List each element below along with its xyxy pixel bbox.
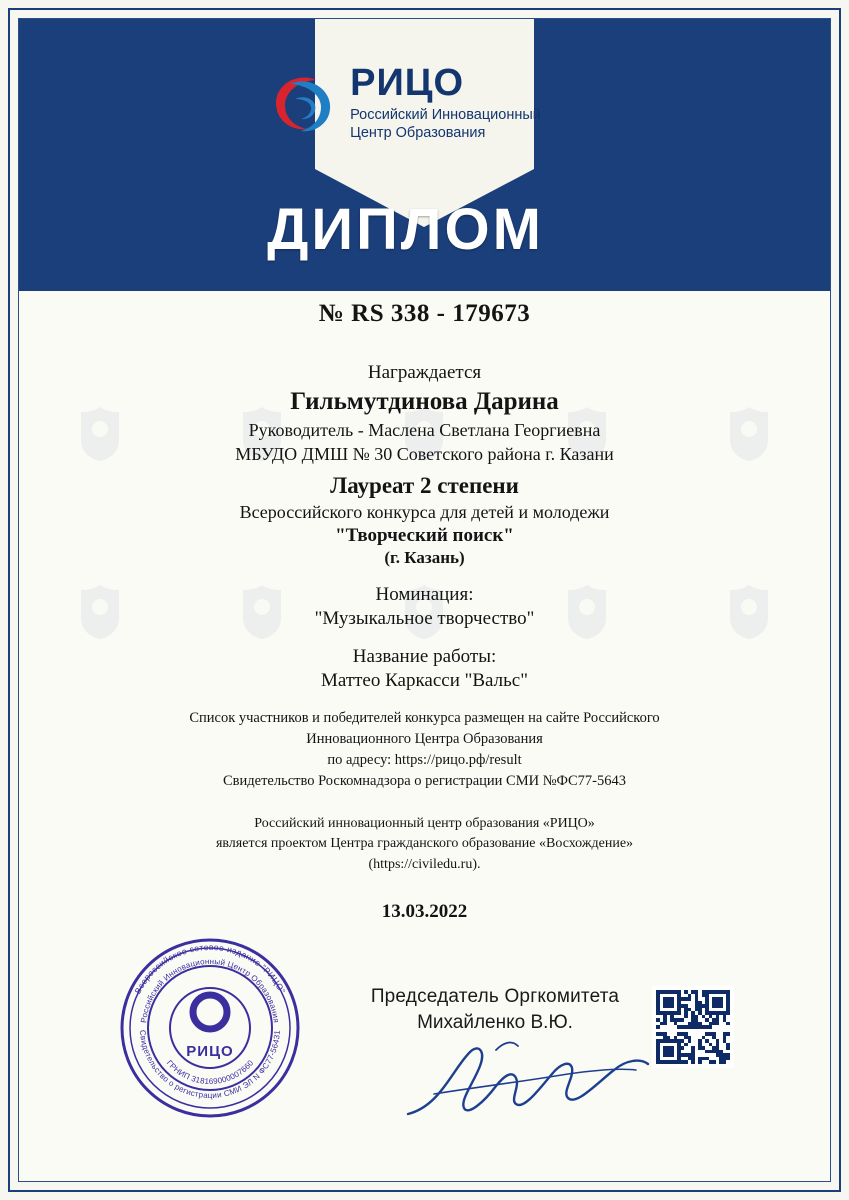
certificate-body (19, 300, 830, 923)
svg-text:ГРНИП 318169000007660: ГРНИП 318169000007660 (164, 1058, 256, 1087)
diploma-heading: ДИПЛОМ (267, 197, 544, 262)
contest-city: (г. Казань) (384, 548, 465, 567)
brand-title: РИЦО (350, 62, 465, 104)
issue-date: 13.03.2022 (381, 900, 468, 922)
qr-code[interactable] (652, 986, 734, 1068)
official-round-stamp-icon (112, 930, 308, 1126)
certificate-number: № RS 338 - 179673 (318, 300, 531, 327)
fineprint-line-1: Список участников и победителей конкурса размещен на сайте Российского (189, 710, 660, 726)
organization-line: МБУДО ДМШ № 30 Советского района г. Казани (235, 444, 614, 464)
handwritten-signature-icon (400, 1030, 660, 1130)
nomination-label: Номинация: (375, 584, 474, 605)
brand-subtitle-line1: Российский Инновационный (350, 106, 541, 123)
official-stamp (112, 930, 308, 1126)
award-degree: Лауреат 2 степени (330, 473, 519, 498)
winner-name: Гильмутдинова Дарина (290, 388, 559, 415)
svg-text:РИЦО: РИЦО (186, 1043, 234, 1060)
project-note-line-1: Российский инновационный центр образования «РИЦО» (254, 816, 595, 832)
nomination-value: "Музыкальное творчество" (314, 608, 535, 629)
supervisor-line: Руководитель - Маслена Светлана Георгиевна (248, 420, 601, 440)
awarded-label: Награждается (367, 362, 482, 383)
contest-name: "Творческий поиск" (335, 525, 514, 546)
contest-description: Всероссийского конкурса для детей и молодежи (239, 502, 610, 522)
work-value: Маттео Каркасси "Вальс" (320, 670, 528, 691)
brand-logo (0, 64, 811, 142)
svg-text:Всероссийское сетевое издание: Всероссийское сетевое издание "РИЦО" (132, 941, 288, 996)
fineprint-line-2: Инновационного Центра Образования (306, 731, 543, 748)
fineprint-block (19, 708, 830, 792)
signatory-role: Председатель Оргкомитета (370, 986, 620, 1007)
svg-text:Свидетельство о регистрации СМ: Свидетельство о регистрации СМИ ЭЛ N ФС77-56431 (137, 1029, 283, 1101)
brand-text (350, 64, 541, 142)
signature-block (330, 986, 660, 1034)
brand-subtitle-line2: Центр Образования (350, 125, 486, 142)
brand-subtitle (350, 106, 541, 142)
signatory-name: Михайленко В.Ю. (417, 1012, 573, 1033)
work-label: Название работы: (352, 646, 497, 667)
svg-text:Российский Инновационный Центр: Российский Инновационный Центр Образования (139, 956, 281, 1024)
qr-code-icon (656, 990, 730, 1064)
project-note-block (19, 814, 830, 875)
project-note-line-2: является проектом Центра гражданского образование «Восхождение» (215, 836, 634, 852)
rico-swirl-logo-icon (270, 70, 336, 136)
fineprint-line-4: Свидетельство Роскомнадзора о регистрации СМИ №ФС77-5643 (222, 773, 627, 790)
project-note-line-3: (https://civiledu.ru). (368, 856, 481, 872)
fineprint-line-3: по адресу: https://рицо.рф/result (327, 752, 522, 769)
